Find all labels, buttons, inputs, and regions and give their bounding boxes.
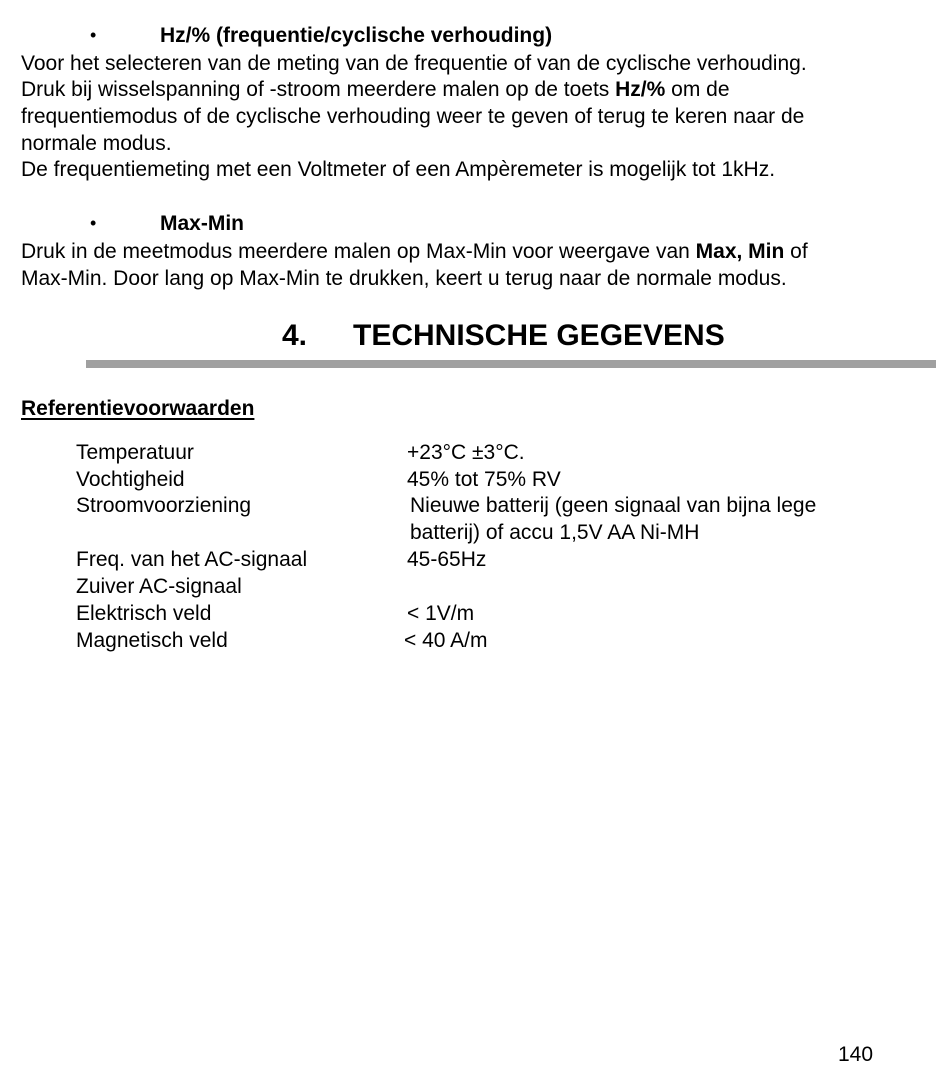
section-divider (86, 360, 936, 368)
text-run: Druk bij wisselspanning of -stroom meerdere malen op de toets (21, 78, 616, 101)
spec-value: 45-65Hz (407, 548, 487, 571)
page-number: 140 (838, 1043, 874, 1066)
spec-value: 45% tot 75% RV (407, 468, 561, 491)
spec-label: Stroomvoorziening (76, 494, 252, 517)
hz-paragraph-line: frequentiemodus of de cyclische verhouding weer te geven of terug te keren naar de (21, 105, 805, 128)
text-run: Druk in de meetmodus meerdere malen op Max-Min voor weergave van (21, 240, 696, 263)
maxmin-heading: Max-Min (160, 212, 244, 235)
spec-value: < 40 A/m (404, 629, 488, 652)
hz-paragraph-line: normale modus. (21, 132, 172, 155)
spec-label: Temperatuur (76, 441, 194, 464)
text-run: of (784, 240, 808, 263)
maxmin-paragraph-line (21, 238, 808, 265)
section-title: TECHNISCHE GEGEVENS (353, 319, 725, 352)
maxmin-paragraph-line: Max-Min. Door lang op Max-Min te drukken, keert u terug naar de normale modus. (21, 267, 787, 290)
hz-heading: Hz/% (frequentie/cyclische verhouding) (160, 24, 553, 47)
spec-label: Zuiver AC-signaal (76, 575, 242, 598)
text-run: om de (665, 78, 730, 101)
reference-heading: Referentievoorwaarden (21, 397, 255, 420)
spec-label: Freq. van het AC-signaal (76, 548, 308, 571)
spec-value: +23°C ±3°C. (407, 441, 525, 464)
maxmin-bold-label: Max, Min (695, 240, 785, 263)
bullet-icon: • (90, 213, 97, 233)
spec-label: Vochtigheid (76, 468, 185, 491)
hz-paragraph-line: Voor het selecteren van de meting van de frequentie of van de cyclische verhouding. (21, 52, 807, 75)
bullet-icon: • (90, 25, 97, 45)
spec-value-continued: batterij) of accu 1,5V AA Ni-MH (410, 521, 700, 544)
hz-paragraph-line: De frequentiemeting met een Voltmeter of een Ampèremeter is mogelijk tot 1kHz. (21, 158, 776, 181)
spec-value: Nieuwe batterij (geen signaal van bijna lege (410, 494, 817, 517)
hz-key-label: Hz/% (615, 78, 666, 101)
section-number: 4. (282, 319, 308, 352)
spec-label: Elektrisch veld (76, 602, 212, 625)
spec-value: < 1V/m (407, 602, 475, 625)
spec-label: Magnetisch veld (76, 629, 228, 652)
hz-paragraph-line (21, 76, 730, 103)
